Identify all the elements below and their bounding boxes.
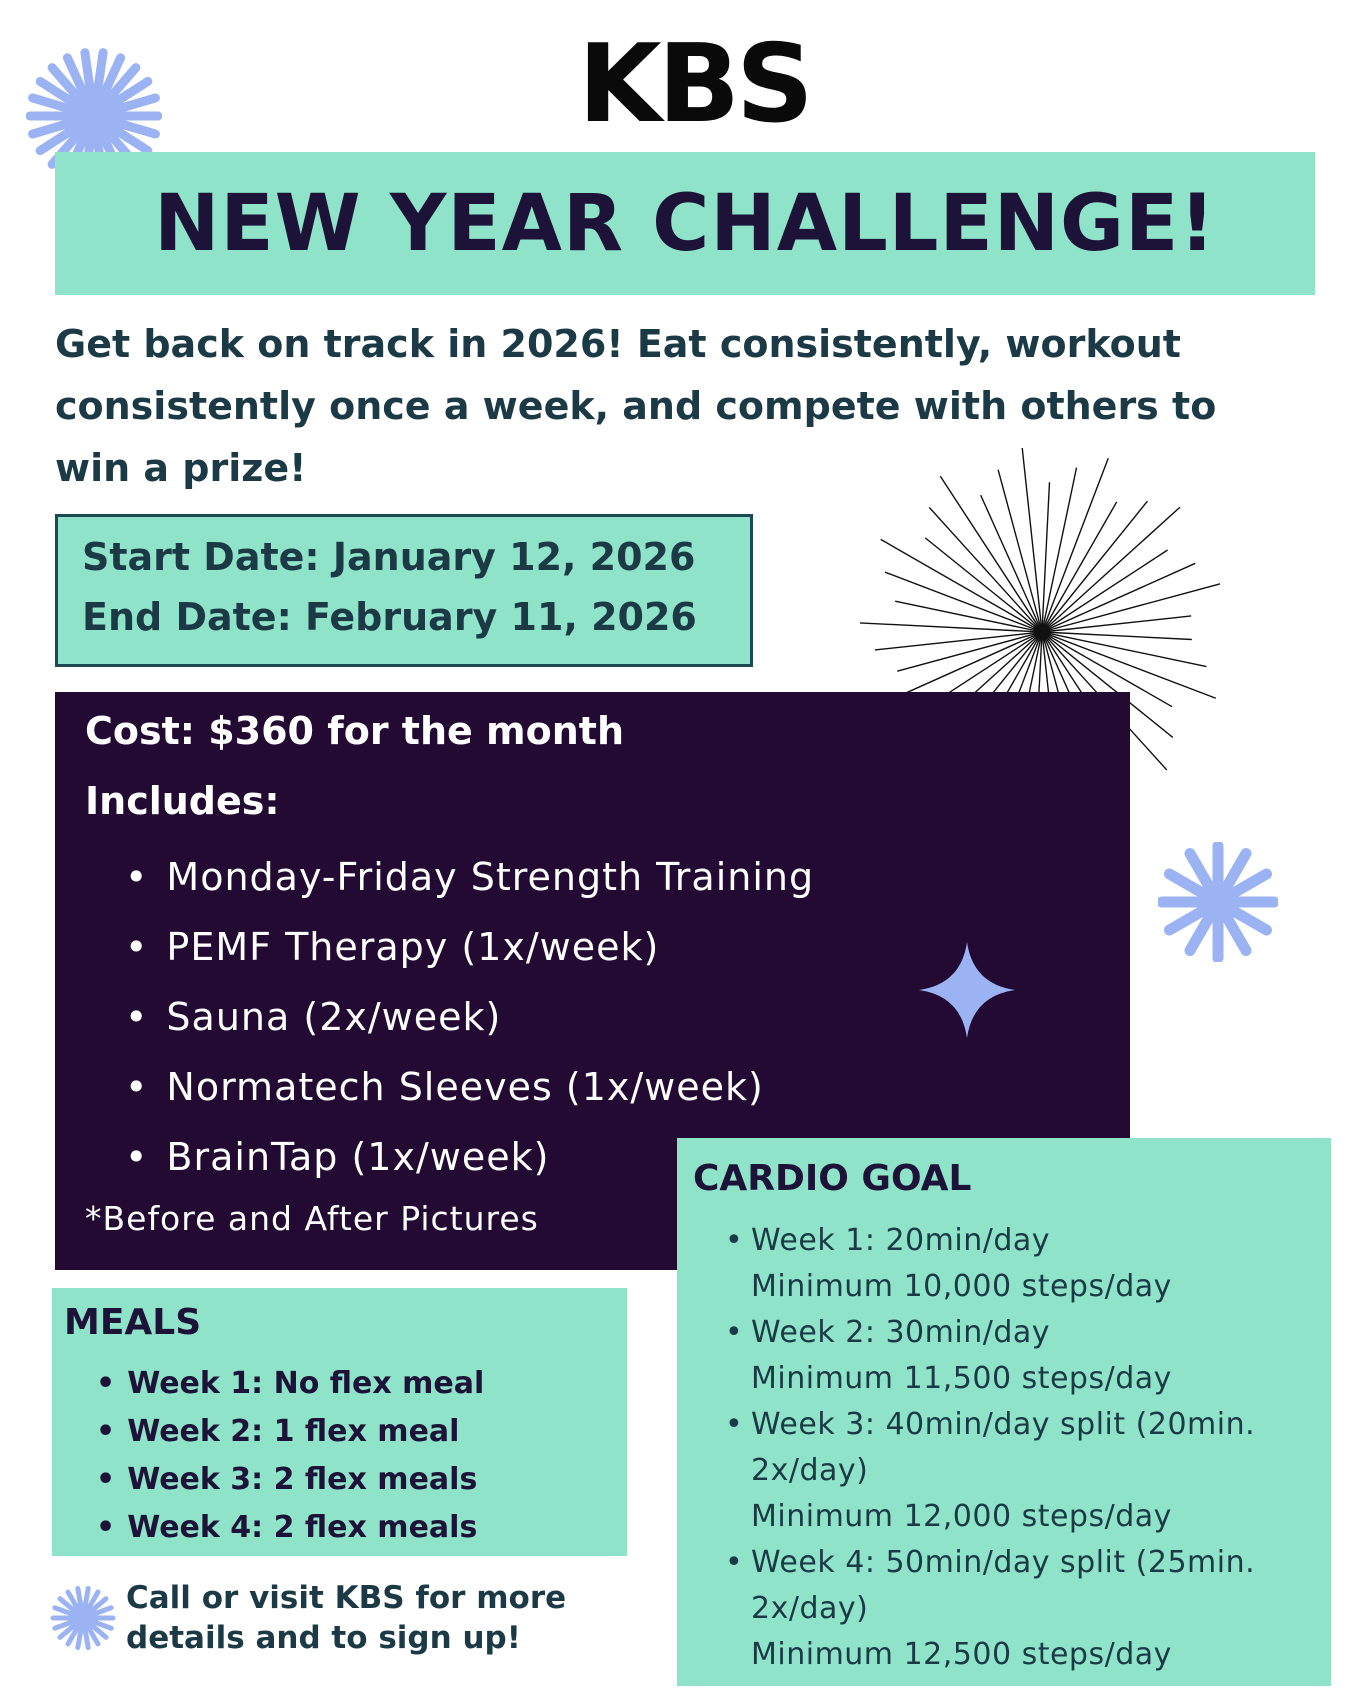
includes-label: Includes: xyxy=(85,779,280,823)
burst-icon xyxy=(1158,842,1278,962)
cardio-steps: Minimum 11,500 steps/day xyxy=(751,1361,1172,1396)
call-to-action: Call or visit KBS for more details and to sign up! xyxy=(126,1580,567,1656)
end-date: End Date: February 11, 2026 xyxy=(82,595,697,639)
list-item xyxy=(725,1310,1315,1402)
list-item xyxy=(725,1540,1315,1678)
meals-list xyxy=(96,1360,484,1552)
cardio-box xyxy=(677,1138,1331,1686)
list-item: • Week 4: 2 flex meals xyxy=(96,1504,484,1552)
list-item: • Normatech Sleeves (1x/week) xyxy=(125,1052,814,1122)
list-item: • Week 2: 1 flex meal xyxy=(96,1408,484,1456)
sparkle-icon xyxy=(917,940,1017,1040)
title-banner xyxy=(55,152,1315,295)
kbs-logo: KBS xyxy=(578,22,810,147)
meals-title: MEALS xyxy=(64,1302,202,1343)
cardio-week: • Week 2: 30min/day xyxy=(751,1315,1050,1350)
cardio-steps: Minimum 12,500 steps/day xyxy=(751,1637,1172,1672)
cardio-steps: Minimum 12,000 steps/day xyxy=(751,1499,1172,1534)
dates-box xyxy=(55,514,753,667)
cardio-week: • Week 1: 20min/day xyxy=(751,1223,1050,1258)
cardio-list xyxy=(725,1218,1315,1678)
list-item xyxy=(725,1402,1315,1540)
list-item: • Monday-Friday Strength Training xyxy=(125,842,814,912)
start-date: Start Date: January 12, 2026 xyxy=(82,535,696,579)
list-item: • Week 1: No flex meal xyxy=(96,1360,484,1408)
cardio-week: • Week 3: 40min/day split (20min. 2x/day) xyxy=(751,1407,1256,1488)
cardio-week: • Week 4: 50min/day split (25min. 2x/day) xyxy=(751,1545,1256,1626)
page-title: NEW YEAR CHALLENGE! xyxy=(154,179,1216,269)
list-item: • Week 3: 2 flex meals xyxy=(96,1456,484,1504)
list-item: • BrainTap (1x/week) xyxy=(125,1122,814,1192)
cardio-title: CARDIO GOAL xyxy=(693,1158,972,1199)
list-item: • Sauna (2x/week) xyxy=(125,982,814,1052)
burst-icon xyxy=(50,1585,116,1651)
intro-text: Get back on track in 2026! Eat consistently, workout consistently once a week, and compete with others to win a prize! xyxy=(55,322,1217,490)
cardio-steps: Minimum 10,000 steps/day xyxy=(751,1269,1172,1304)
cost-line: Cost: $360 for the month xyxy=(85,709,624,753)
pictures-note: *Before and After Pictures xyxy=(85,1199,539,1238)
list-item xyxy=(725,1218,1315,1310)
list-item: • PEMF Therapy (1x/week) xyxy=(125,912,814,982)
meals-box xyxy=(52,1288,627,1556)
